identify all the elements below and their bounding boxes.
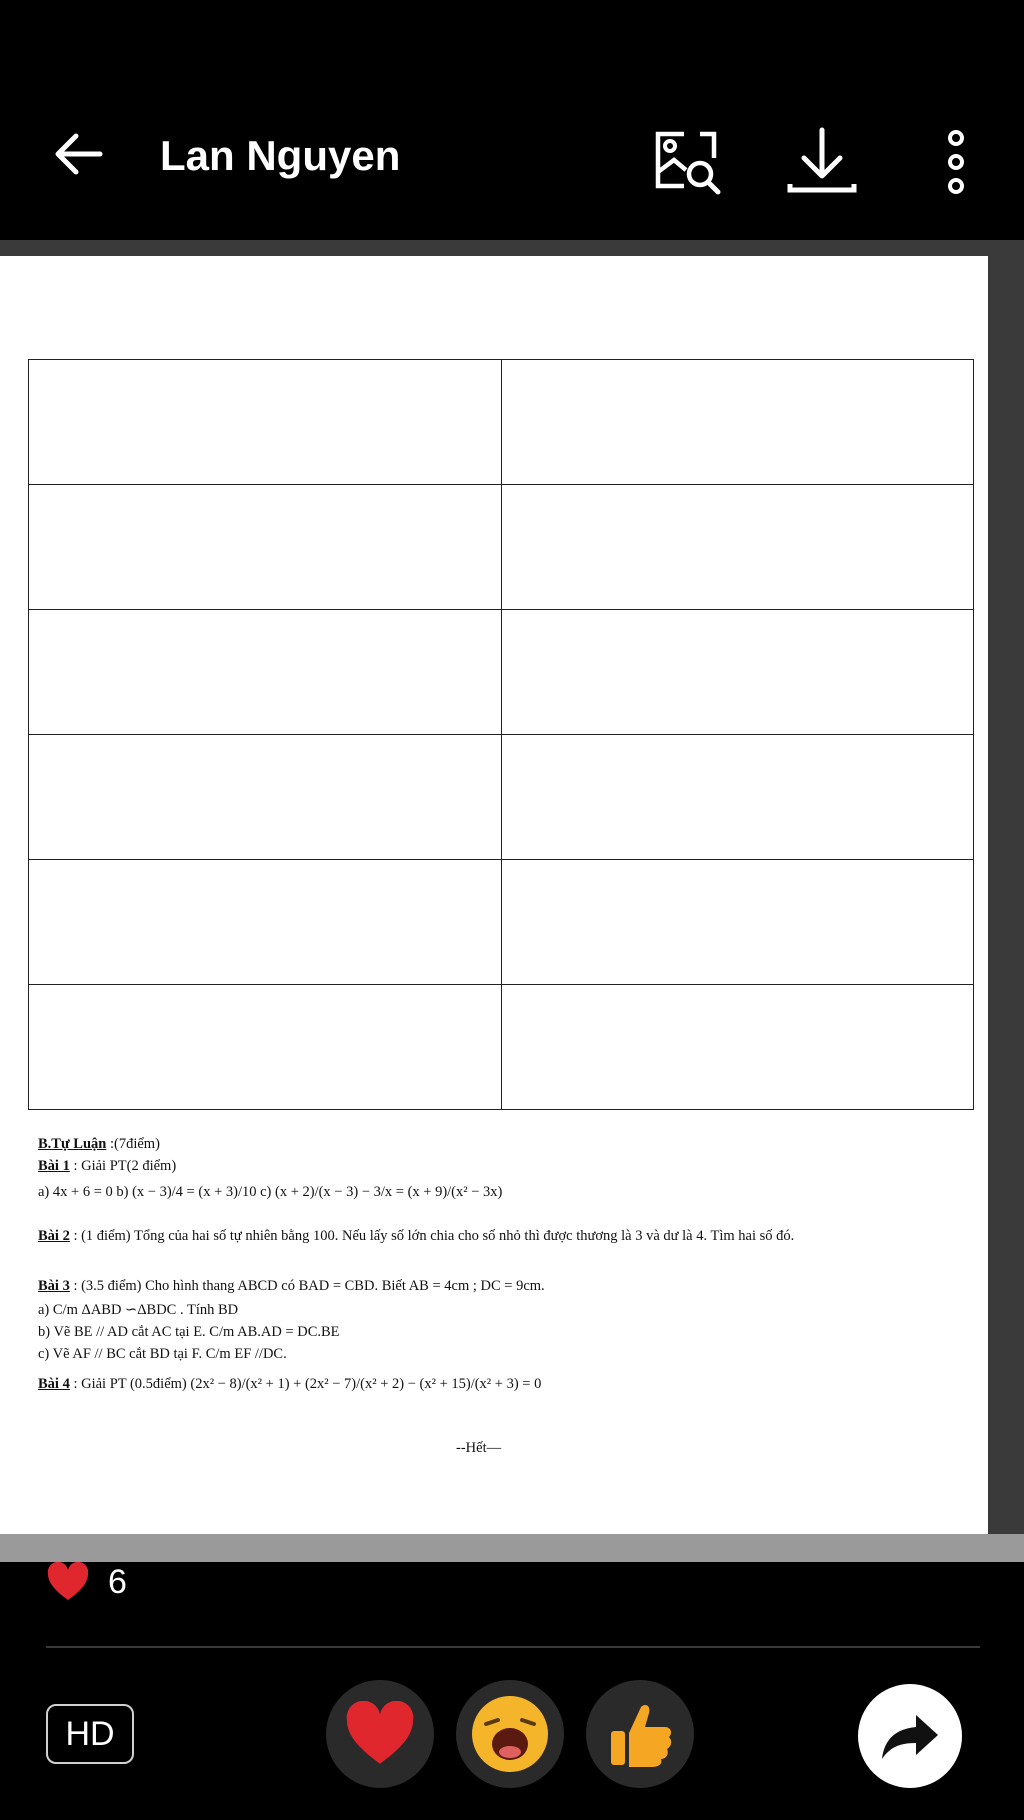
question-text: : PT (2x-1)(x+1) có tập hợp nghiệm là — [74, 737, 321, 753]
haha-reaction-button[interactable] — [456, 1680, 564, 1788]
answer-option: A. 6cm² — [507, 400, 558, 416]
question-text: : Hình thoi có hai đường chéo bằng 3cm và 4cm thì có diện tích bằng : — [507, 362, 960, 397]
answer-option: B. x - 3 — [35, 1025, 81, 1041]
answer-option: D. MN/BC = MB/AB — [507, 688, 635, 704]
question-text: : ΔABC có M∈AB ; N∈BC để MN// BC thì cần có — [555, 737, 876, 753]
essay-item — [38, 1302, 958, 1319]
question-stem — [508, 861, 968, 899]
question-stem — [508, 361, 968, 399]
essay-title: Bài 4 — [38, 1376, 70, 1392]
question-text: : ΔABC có AD là đường phân giác biết AB = 9cm ; AC = 12cm ; BD = 6cm thì CD bằng — [507, 862, 964, 897]
section-b-header — [38, 1136, 160, 1153]
question-text: : PT nào sau là pt bậc nhất một ẩn — [74, 362, 300, 378]
question-number: Câu 9 — [507, 612, 547, 628]
question-text: : ΔHIK có 3 cạnh HI = 12cm ; IK = 15cm ; HK = 18 cm. Biết ΔABC ∽ΔHIK theo tỉ số đồng dạng k = 2/3 thì cạnh BC bằng : — [507, 987, 938, 1022]
answer-option: A. 4cm — [507, 900, 553, 916]
question-number: Câu 1 — [35, 362, 75, 378]
section-b-title: B.Tự Luận — [38, 1136, 107, 1152]
answer-option: B. 12cm² — [507, 419, 566, 435]
question-stem — [508, 986, 968, 1024]
more-vertical-icon[interactable] — [926, 124, 986, 200]
laughing-face-icon — [468, 1692, 552, 1776]
answer-option: C. x ≠ 0 ; x ≠ 2 — [35, 919, 129, 935]
answer-option: B. 2x+1 = x - 1 — [35, 525, 130, 541]
question-number: Câu 11 — [507, 862, 555, 878]
answer-option: B. 8cm — [507, 919, 553, 935]
question-number: Câu 6 — [35, 987, 75, 1003]
essay-item — [38, 1184, 958, 1201]
question-table — [28, 359, 974, 1110]
question-text: : ΔABC có MN// BC (M∈AB ; N∈BC) thì — [547, 612, 810, 628]
essay-item — [38, 1346, 958, 1363]
answer-option: D. S = {1 ; -0,5} — [35, 813, 135, 829]
essay-item — [38, 1278, 958, 1295]
answer-option: B. x ≠ 2 — [35, 900, 85, 916]
answer-option: C. S = {0,5 ; -1} — [35, 794, 135, 810]
answer-option: C. 3x + 6 = 0 — [35, 544, 119, 560]
likes-row[interactable] — [46, 1562, 127, 1602]
question-stem — [35, 611, 495, 630]
question-stem — [508, 486, 968, 524]
question-stem — [35, 486, 495, 505]
question-number: Câu 10 — [507, 737, 556, 753]
essay-item — [38, 1324, 958, 1341]
arrow-left-icon[interactable] — [48, 124, 108, 184]
answer-option: B. 0x = 0 — [35, 400, 93, 416]
thumbs-up-icon — [603, 1697, 677, 1771]
doc-heading: Đề 1 — [36, 316, 68, 333]
answer-option: A. 0x +3 = 0 — [35, 381, 114, 397]
answer-option: A. x ≠ 0 — [35, 881, 85, 897]
love-reaction-button[interactable] — [326, 1680, 434, 1788]
image-search-icon[interactable] — [648, 124, 724, 200]
answer-option: D. 14cm — [507, 957, 562, 973]
essay-text: : Giải PT(2 điểm) — [69, 1158, 177, 1174]
heart-icon — [46, 1562, 90, 1602]
share-arrow-icon — [880, 1711, 940, 1761]
question-cell — [501, 985, 974, 1110]
question-cell — [29, 485, 502, 610]
footer-divider — [46, 1646, 980, 1648]
likes-count: 6 — [108, 1562, 127, 1601]
essay-text: : (1 điểm) Tổng của hai số tự nhiên bằng 100. Nếu lấy số lớn chia cho số nhỏ thì được thương là 3 và dư là 4. Tìm hai số đó. — [69, 1228, 795, 1244]
essay-text: : (3.5 điểm) Cho hình thang ABCD có BAD = CBD. Biết AB = 4cm ; DC = 9cm. — [69, 1278, 545, 1294]
question-stem — [508, 611, 968, 630]
question-cell — [29, 610, 502, 735]
question-row — [29, 985, 974, 1110]
question-number: Câu 4 — [35, 737, 75, 753]
answer-option: A. S = {1 ;-1} — [35, 756, 118, 772]
essay-title: Bài 2 — [38, 1228, 70, 1244]
answer-option: B. m = 2 — [35, 650, 90, 666]
question-number: Câu 5 — [35, 862, 75, 878]
answer-option: D. 24cm² — [507, 457, 567, 473]
question-number: Câu 8 — [507, 487, 547, 503]
answer-option: B. 20cm² — [507, 544, 566, 560]
answer-option: D. 9cm² — [507, 582, 559, 598]
hd-button[interactable]: HD — [46, 1704, 134, 1764]
essay-title: Bài 3 — [38, 1278, 70, 1294]
section-a-title: A.Trắc nghiệm — [36, 338, 136, 354]
question-text: : x = 2 là nghiệm của pt nào sau đây — [74, 487, 312, 503]
share-button[interactable] — [858, 1684, 962, 1788]
answer-option: C. 12cm C. 15cm — [507, 1044, 620, 1060]
question-stem — [35, 736, 495, 755]
question-cell — [501, 360, 974, 485]
question-cell — [501, 735, 974, 860]
question-row — [29, 485, 974, 610]
question-cell — [29, 735, 502, 860]
question-number: Câu 12 — [507, 987, 556, 1003]
question-text: : số a lớn gấp ba lần số b. Nếu gọi số a là x thì số b là — [74, 987, 425, 1003]
essay-text: : Giải PT (0.5điểm) (2x² − 8)/(x² + 1) + (2x² − 7)/(x² + 2) − (x² + 15)/(x² + 3) = 0 — [69, 1376, 542, 1392]
answer-option: A. MN/BC = AM/MB — [507, 631, 636, 647]
question-row — [29, 610, 974, 735]
answer-option: C. 3x — [35, 1044, 69, 1060]
answer-option: B. AM/AB = AN/NC — [507, 775, 631, 791]
essay-item — [38, 1158, 958, 1175]
question-stem — [35, 361, 495, 380]
essay-item — [38, 1376, 958, 1393]
answer-option: C. 40cm² — [507, 563, 567, 579]
answer-option: D. x ≠ 2 ; x ≠ 4 — [35, 938, 129, 954]
essay-item — [38, 1228, 958, 1245]
question-number: Câu 7 — [507, 362, 547, 378]
question-row — [29, 860, 974, 985]
essay-text: a) 4x + 6 = 0 b) (x − 3)/4 = (x + 3)/10 c) (x + 2)/(x − 3) − 3/x = (x + 9)/(x² − 3x) — [38, 1184, 503, 1200]
section-a-note: : (3điểm) Chọn câu đúng nhất ghi vào giấy làm bài. — [135, 338, 464, 354]
question-stem — [35, 861, 495, 880]
answer-option: D. x : 3 — [35, 1063, 81, 1079]
essay-text: c) Vẽ AF // BC cắt BD tại F. C/m EF //DC. — [38, 1346, 287, 1362]
question-stem — [508, 736, 968, 755]
question-row — [29, 360, 974, 485]
section-b-note: :(7điểm) — [106, 1136, 160, 1152]
answer-option: A. 10cm² — [507, 525, 566, 541]
answer-option: D. x² - 4 = 0 — [35, 438, 112, 454]
top-bar — [0, 90, 1024, 220]
page-title: Lan Nguyen — [160, 132, 401, 179]
download-icon[interactable] — [784, 124, 860, 200]
question-cell — [501, 610, 974, 735]
question-row — [29, 735, 974, 860]
question-cell — [29, 360, 502, 485]
essay-title: Bài 1 — [38, 1158, 70, 1174]
question-number: Câu 3 — [35, 612, 75, 628]
answer-option: D. AM/MB = AN/NC — [507, 813, 634, 829]
answer-option: A. x+1= x² - 1 — [35, 506, 123, 522]
section-a-header — [36, 338, 464, 354]
answer-option: C. AM/MB = AN/AC — [507, 794, 633, 810]
answer-option: D. 6x = 8 — [35, 563, 94, 579]
question-cell — [29, 860, 502, 985]
answer-option: C. 3- 2x = 0 — [35, 419, 111, 435]
answer-option: D. m = 4 — [35, 688, 91, 704]
question-cell — [501, 485, 974, 610]
answer-option: A. m = 1 — [35, 631, 90, 647]
end-marker: --Hết— — [456, 1440, 502, 1456]
like-reaction-button[interactable] — [586, 1680, 694, 1788]
essay-text: b) Vẽ BE // AD cắt AC tại E. C/m AB.AD = DC.BE — [38, 1324, 340, 1340]
answer-option: B. MN/BC = MB/MA — [507, 650, 637, 666]
answer-option: C. m = 3 — [35, 669, 91, 685]
answer-option: B. S = {-1 ;2} — [35, 775, 118, 791]
answer-option: C. MN/BC = AM/AB — [507, 669, 634, 685]
question-text: : ĐKXĐ của PT 2/(x−2) − 1 = 1/(2x−4) là — [74, 862, 337, 878]
answer-option: A. x + 3 — [35, 1006, 85, 1022]
question-stem — [35, 986, 495, 1005]
question-text: : Để pt : mx + m = x+5 có nghiệm x = 3 thì m bằng — [74, 612, 401, 628]
question-cell — [501, 860, 974, 985]
essay-text: a) C/m ΔABD ∽ΔBDC . Tính BD — [38, 1302, 239, 1318]
answer-option: A. 8cm B. 10cm — [507, 1025, 610, 1041]
photo-edge — [0, 1534, 1024, 1562]
question-cell — [29, 985, 502, 1110]
heart-reaction-icon — [343, 1701, 417, 1767]
question-text: : Hình thang có hai đường cao bằng 4cm và đường trung bình bằng 5cm thì có diện tích bằng : — [507, 487, 952, 522]
question-number: Câu 2 — [35, 487, 75, 503]
answer-option: C. 10cm — [507, 938, 562, 954]
answer-option: C. 5cm² — [507, 438, 559, 454]
answer-option: A. AM/AB = MN/BC — [507, 756, 633, 772]
